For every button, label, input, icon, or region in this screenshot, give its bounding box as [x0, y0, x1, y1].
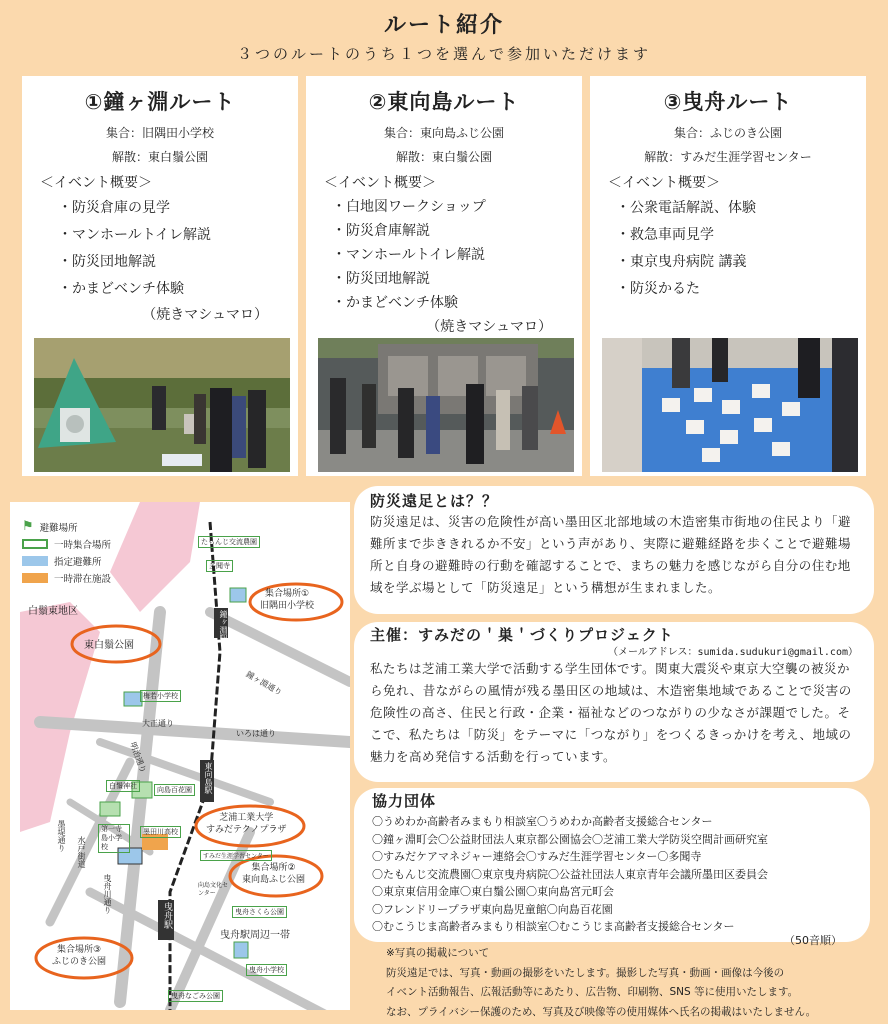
route-disband: 解散：東白鬚公園 — [111, 150, 208, 164]
event-item: ・救急車両見学 — [616, 227, 714, 243]
partner-line: 〇鐘ヶ淵町会〇公益財団法人東京都公園協会〇芝浦工業大学防災空間計画研究室 — [372, 832, 768, 846]
map-label-place: 曳舟さくら公園 — [232, 906, 287, 918]
map-label-place: 第一寺島小学校 — [98, 824, 130, 853]
event-item: ・防災団地解説 — [332, 271, 430, 287]
events-heading: ＜イベント概要＞ — [324, 175, 436, 191]
events-heading: ＜イベント概要＞ — [40, 175, 152, 191]
route-card-3 — [590, 76, 866, 476]
about-title: 防災遠足とは？？ — [370, 492, 499, 510]
organizer-body: 私たちは芝浦工業大学で活動する学生団体です。関東大震災や東京大空襲の被災から免れ、昔ながらの風情が残る墨田区の地域は、木造密集地域であることで災害の危険性の高さ、住民と行政・企業・福祉などのつながりの少なさが課題でした。そこで、私たちは「防災」をテーマに「つながり」をつくるきっかけを考え、地域の魅力を高め発信する活動を行っています。 — [370, 661, 852, 764]
route-photo — [602, 338, 858, 472]
event-item: ・かまどベンチ体験 — [58, 281, 184, 297]
partners-box — [354, 788, 870, 947]
map-label-place: 梅若小学校 — [140, 690, 181, 702]
route-map — [10, 502, 350, 1010]
legend-item: 一時集合場所 — [54, 539, 112, 551]
partner-line: 〇たもんじ交流農園〇東京曳舟病院〇公益社団法人東京青年会議所墨田区委員会 — [372, 867, 768, 881]
route-meet: 集合：東向島ふじ公園 — [383, 126, 504, 140]
organizer-box — [354, 622, 874, 782]
partners-order: （50音順） — [784, 933, 842, 947]
partners-list — [372, 813, 852, 936]
callout-name: すみだテクノプラザ — [206, 825, 287, 835]
map-legend — [22, 518, 111, 586]
photo-note-line: なお、プライバシー保護のため、写真及び映像等の使用媒体へ氏名の掲載はいたしません。 — [386, 1005, 817, 1018]
partner-line: 〇フレンドリープラザ東向島児童館〇向島百花園 — [372, 902, 613, 916]
map-callout-univ — [206, 812, 286, 836]
map-label-place: たもんじ交流農園 — [198, 536, 260, 548]
route-disband: 解散：すみだ生涯学習センター — [644, 150, 812, 164]
map-label-place: 向島文化センター — [198, 882, 229, 897]
photo-note-line: 防災遠足では、写真・動画の撮影をいたします。撮影した写真・動画・画像は今後の — [386, 966, 785, 979]
event-item: ・マンホールトイレ解説 — [332, 247, 486, 263]
event-list — [58, 195, 298, 303]
event-item: ・白地図ワークショップ — [332, 199, 486, 215]
page-title: ルート紹介 — [383, 13, 504, 38]
map-label-place: 向島百花園 — [154, 784, 195, 796]
photo-note-line: イベント活動報告、広報活動等にあたり、広告物、印刷物、SNS 等に使用いたします。 — [386, 986, 799, 998]
legend-swatch — [22, 539, 48, 549]
route-photo — [318, 338, 574, 472]
event-item: ・東京曳舟病院 講義 — [616, 254, 747, 270]
event-list — [332, 195, 582, 315]
callout-label: 集合場所③ — [56, 945, 102, 955]
partner-line: 〇むこうじま高齢者みまもり相談室〇むこうじま高齢者支援総合センター — [372, 920, 735, 933]
route-title: ①鐘ヶ淵ルート — [84, 90, 236, 114]
legend-item: 一時滞在施設 — [54, 573, 112, 585]
callout-name: 旧隅田小学校 — [260, 601, 315, 611]
map-label-place: 曳舟なごみ公園 — [168, 990, 223, 1002]
map-label-street: 大正通り — [142, 719, 174, 728]
event-item: ・防災倉庫の見学 — [58, 200, 170, 216]
event-list — [616, 195, 866, 303]
evacuation-icon: ⚑ — [22, 519, 34, 534]
map-label-place: 多聞寺 — [206, 560, 233, 572]
event-note: （焼きマシュマロ） — [142, 307, 268, 323]
map-label-street: 墨堤通り — [57, 820, 66, 852]
route-disband: 解散：東白鬚公園 — [395, 150, 492, 164]
event-item: ・マンホールトイレ解説 — [58, 227, 212, 243]
legend-swatch — [22, 573, 48, 583]
map-label-place: 曳舟小学校 — [246, 964, 287, 976]
events-heading: ＜イベント概要＞ — [608, 175, 720, 191]
about-box — [354, 486, 874, 614]
partner-line: 〇東京東信用金庫〇東白鬚公園〇東向島宮元町会 — [372, 885, 614, 898]
event-item: ・防災かるた — [616, 281, 700, 297]
map-label-street: 曳舟駅周辺一帯 — [220, 930, 290, 941]
partner-line: 〇すみだケアマネジャー連絡会〇すみだ生涯学習センター〇多聞寺 — [372, 850, 702, 863]
map-label-street: 鐘ヶ淵通り — [244, 669, 284, 698]
legend-swatch — [22, 556, 48, 566]
map-label-east-park: 東白鬚公園 — [84, 640, 134, 651]
map-callout-meet1 — [260, 588, 314, 612]
route-meet: 集合：ふじのき公園 — [673, 126, 782, 140]
event-item: ・公衆電話解説、体験 — [616, 200, 756, 216]
route-card-1 — [22, 76, 298, 476]
map-label-street: 曳舟川通り — [103, 874, 112, 914]
route-meet: 集合：旧隅田小学校 — [105, 126, 214, 140]
event-item: ・かまどベンチ体験 — [332, 295, 458, 311]
legend-item: 指定避難所 — [54, 556, 102, 568]
map-label-place: すみだ生涯学習センター — [200, 850, 272, 861]
route-title: ②東向島ルート — [368, 90, 520, 114]
partners-title: 協力団体 — [372, 792, 437, 810]
map-label-street: いろは通り — [236, 729, 276, 738]
callout-label: 芝浦工業大学 — [219, 813, 274, 823]
page-subtitle: ３つのルートのうち１つを選んで参加いただけます — [236, 45, 651, 63]
map-label-station: 東向島駅 — [204, 762, 213, 794]
about-body: 防災遠足は、災害の危険性が高い墨田区北部地域の木造密集市街地の住民より「避難所まで歩ききれるか不安」という声があり、実際に避難経路を歩くことで避難場所と自身の避難時の行動を確認することで、まちの魅力を感じながら自分の住む地域を学ぶ場として「防災遠足」という構想が生まれました。 — [370, 514, 852, 595]
photo-note — [386, 944, 884, 1022]
route-card-2 — [306, 76, 582, 476]
callout-name: ふじのき公園 — [52, 957, 107, 967]
callout-label: 集合場所① — [264, 589, 310, 599]
map-label-place: 白鬚神社 — [106, 780, 140, 792]
photo-note-title: ※写真の掲載について — [386, 947, 490, 959]
map-label-street: 水戸街道 — [77, 836, 86, 868]
event-item: ・防災団地解説 — [58, 254, 156, 270]
map-callout-meet2 — [242, 862, 305, 886]
map-label-station: 曳舟駅 — [162, 902, 172, 929]
event-item: ・防災倉庫解説 — [332, 223, 430, 239]
map-label-area: 白鬚東地区 — [28, 606, 78, 617]
route-photo — [34, 338, 290, 472]
page-header — [0, 8, 888, 64]
map-label-place: 墨田川高校 — [140, 826, 181, 838]
partner-line: 〇うめわか高齢者みまもり相談室〇うめわか高齢者支援総合センター — [372, 815, 713, 828]
map-callout-meet3 — [52, 944, 106, 968]
event-note: （焼きマシュマロ） — [426, 319, 552, 335]
map-label-street: 明治通り — [128, 740, 148, 775]
legend-title: 避難場所 — [39, 522, 78, 534]
callout-label: 集合場所② — [251, 863, 296, 873]
organizer-email: （メールアドレス：sumida.sudukuri@gmail.com） — [607, 647, 858, 658]
route-title: ③曳舟ルート — [663, 90, 793, 114]
organizer-title: 主催：すみだの＇巣＇づくりプロジェクト — [370, 626, 674, 644]
callout-name: 東向島ふじ公園 — [242, 875, 306, 885]
map-label-station: 鐘ヶ淵駅 — [219, 610, 228, 642]
